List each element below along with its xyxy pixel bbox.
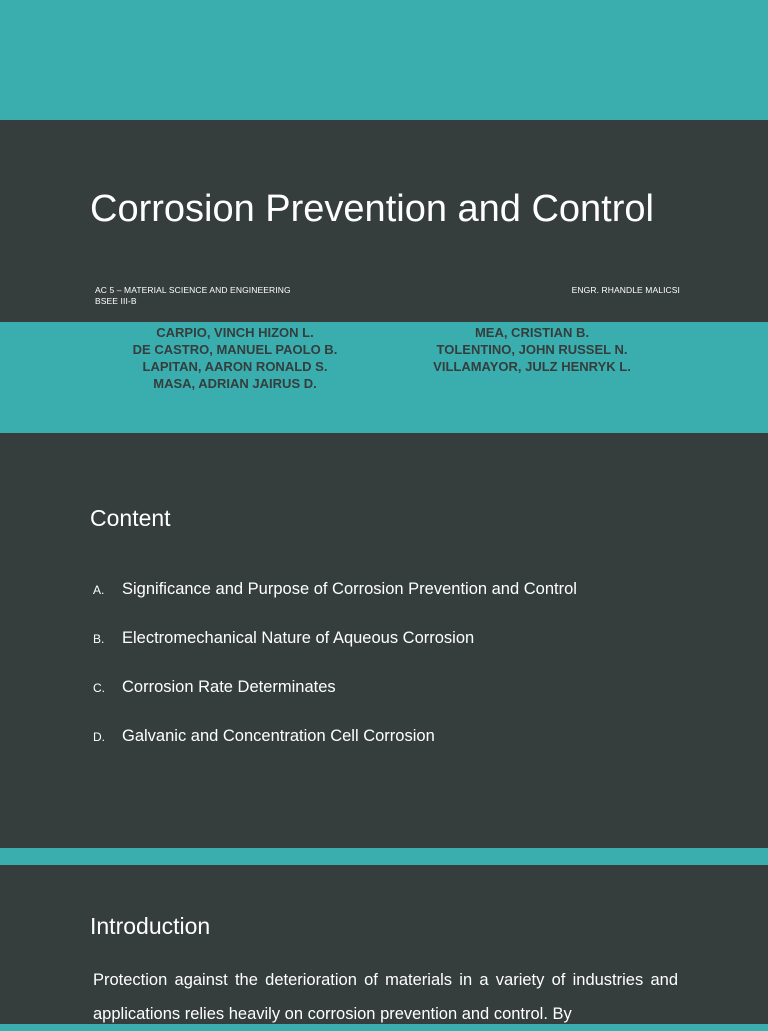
members-right-column: [412, 324, 652, 375]
toc-item: [93, 629, 474, 648]
member-name: MASA, ADRIAN JAIRUS D.: [153, 376, 317, 391]
introduction-body: Protection against the deterioration of materials in a variety of industries and applications relies heavily on corrosion prevention and control. By: [93, 971, 678, 1023]
title-slide: [0, 120, 768, 433]
member-name: VILLAMAYOR, JULZ HENRYK L.: [433, 359, 631, 374]
toc-item-text: Electromechanical Nature of Aqueous Corrosion: [122, 629, 475, 647]
toc-item: [93, 727, 435, 746]
course-name: AC 5 – MATERIAL SCIENCE AND ENGINEERING: [95, 285, 291, 295]
toc-item-text: Significance and Purpose of Corrosion Prevention and Control: [122, 580, 577, 598]
toc-item-text: Corrosion Rate Determinates: [122, 678, 336, 696]
toc-item-letter: C.: [93, 681, 105, 695]
instructor-name: ENGR. RHANDLE MALICSI: [571, 285, 680, 295]
toc-item-letter: A.: [93, 583, 105, 597]
toc-item-letter: B.: [93, 632, 105, 646]
course-info: [95, 285, 291, 307]
top-teal-band: [0, 0, 768, 120]
introduction-heading: Introduction: [90, 913, 211, 939]
member-name: CARPIO, VINCH HIZON L.: [156, 325, 314, 340]
section-name: BSEE III-B: [95, 296, 137, 306]
members-left-column: [115, 324, 355, 392]
toc-item-letter: D.: [93, 730, 105, 744]
member-name: LAPITAN, AARON RONALD S.: [142, 359, 328, 374]
toc-item: [93, 580, 577, 599]
member-name: DE CASTRO, MANUEL PAOLO B.: [132, 342, 338, 357]
member-name: TOLENTINO, JOHN RUSSEL N.: [436, 342, 628, 357]
group-members: [0, 322, 768, 433]
introduction-slide: [0, 865, 768, 1024]
toc-item: [93, 678, 336, 697]
content-heading: Content: [90, 505, 171, 531]
title-slide-header: [0, 120, 768, 322]
toc-item-text: Galvanic and Concentration Cell Corrosion: [122, 727, 435, 745]
slide-separator: [0, 848, 768, 865]
content-slide: [0, 433, 768, 848]
slide-title: Corrosion Prevention and Control: [90, 188, 654, 230]
member-name: MEA, CRISTIAN B.: [474, 325, 590, 340]
